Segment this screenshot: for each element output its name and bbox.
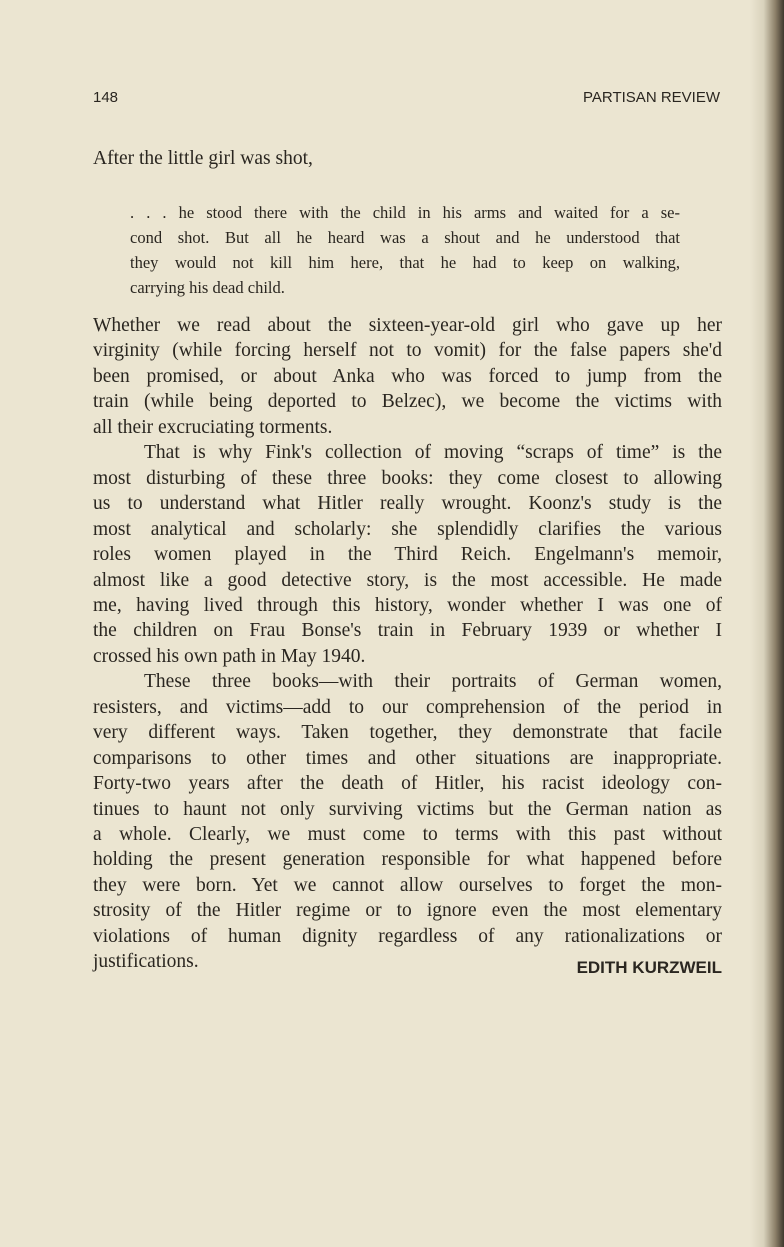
text-line: the children on Frau Bonse's train in February 1939 or whether I [93, 620, 722, 642]
text-line: tinues to haunt not only surviving victims but the German nation as [93, 798, 722, 820]
text-line: train (while being deported to Belzec), we become the victims with [93, 391, 722, 413]
text-line: virginity (while forcing herself not to vomit) for the false papers she'd [93, 340, 722, 362]
author-signature: EDITH KURZWEIL [576, 958, 722, 977]
text-line: justifications. [93, 951, 199, 973]
text-line: all their excruciating torments. [93, 416, 333, 438]
text-line: comparisons to other times and other situations are inappropriate. [93, 747, 722, 769]
text-line: they were born. Yet we cannot allow ourselves to forget the mon- [93, 874, 722, 896]
page-number: 148 [93, 89, 119, 106]
text-line: almost like a good detective story, is the most accessible. He made [93, 569, 722, 591]
text-line: violations of human dignity regardless of any rationalizations or [93, 925, 722, 947]
text-line: crossed his own path in May 1940. [93, 645, 366, 667]
text-line: holding the present generation responsible for what happened before [93, 849, 722, 871]
text-line: Whether we read about the sixteen-year-old girl who gave up her [93, 315, 722, 336]
page-edge-shadow [750, 0, 784, 1247]
text-line: us to understand what Hitler really wrought. Koonz's study is the [93, 493, 722, 515]
quote-line: . . . he stood there with the child in his arms and waited for a se- [130, 203, 680, 222]
text-line: me, having lived through this history, wonder whether I was one of [93, 594, 722, 616]
intro-line: After the little girl was shot, [93, 148, 313, 169]
text-line: very different ways. Taken together, they demonstrate that facile [93, 722, 722, 744]
text-line: strosity of the Hitler regime or to ignore even the most elementary [93, 900, 722, 922]
text-line: Forty-two years after the death of Hitler, his racist ideology con- [93, 773, 722, 795]
text-line: These three books—with their portraits of German women, [144, 671, 722, 693]
text-line: most disturbing of these three books: they come closest to allowing [93, 467, 722, 489]
text-line: a whole. Clearly, we must come to terms with this past without [93, 824, 722, 845]
running-header: PARTISAN REVIEW [583, 89, 720, 106]
text-line: roles women played in the Third Reich. Engelmann's memoir, [93, 544, 722, 566]
quote-line: cond shot. But all he heard was a shout and he understood that [130, 228, 680, 247]
text-line: most analytical and scholarly: she splendidly clarifies the various [93, 518, 722, 540]
quote-line: carrying his dead child. [130, 278, 285, 297]
text-line: resisters, and victims—add to our comprehension of the period in [93, 696, 722, 718]
text-line: That is why Fink's collection of moving “scraps of time” is the [144, 442, 722, 464]
text-line: been promised, or about Anka who was forced to jump from the [93, 365, 722, 387]
quote-line: they would not kill him here, that he had to keep on walking, [130, 253, 680, 272]
